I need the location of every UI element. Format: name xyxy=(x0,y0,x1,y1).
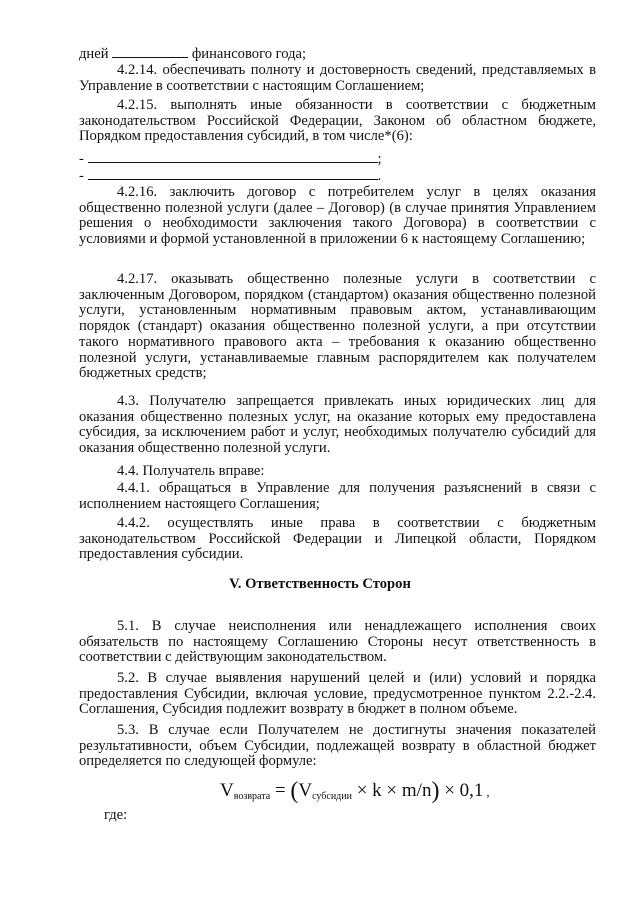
paragraph-4-2-15: 4.2.15. выполнять иные обязанности в соответствии с бюджетным законодательством Российской Федерации, Законом об областном бюджете, Порядком предоставления субсидий, в том числе*(6): xyxy=(79,97,596,145)
paragraph-4-2-14: 4.2.14. обеспечивать полноту и достоверность сведений, представляемых в Управление в соответствии с настоящим Соглашением; xyxy=(79,62,596,94)
line0-prefix: дней xyxy=(79,46,109,62)
dash1-prefix: - xyxy=(79,151,84,167)
refund-formula xyxy=(220,777,489,811)
paragraph-4-2-17: 4.2.17. оказывать общественно полезные услуги в соответствии с заключенным Договором, порядком (стандартом) оказания общественно полезной услуги, установленным нормативным правовым актом, устанавливающим порядок (стандарт) оказания общественно полезной услуги, а при отсутствии такого нормативного правового акта – требования к оказанию общественно полезной услуги, устанавливаемые главным распорядителем как получателем бюджетных средств; xyxy=(79,271,596,382)
paragraph-4-4-1: 4.4.1. обращаться в Управление для получения разъяснений в связи с исполнением настоящего Соглашения; xyxy=(79,480,596,512)
formula-right-paren: ) xyxy=(431,778,440,804)
dash2-suffix: . xyxy=(377,168,382,184)
formula-left-paren: ( xyxy=(290,778,299,804)
formula-coefficient: × 0,1 xyxy=(439,780,484,801)
formula-multipliers: × k × m/n xyxy=(351,780,432,801)
formula-sub-subsidy: субсидии xyxy=(312,791,352,802)
line-days-financial-year xyxy=(79,46,306,63)
blank-field xyxy=(88,168,378,180)
dash1-suffix: ; xyxy=(377,151,382,167)
paragraph-5-1: 5.1. В случае неисполнения или ненадлежащего исполнения своих обязательств по настоящему Соглашению Стороны несут ответственность в соответствии с действующим законодательством. xyxy=(79,618,596,666)
formula-v-subsidy: V xyxy=(298,780,313,801)
paragraph-4-4-2: 4.4.2. осуществлять иные права в соответствии с бюджетным законодательством Российской Федерации и Липецкой области, Порядком предоставления субсидии. xyxy=(79,515,596,563)
paragraph-5-3: 5.3. В случае если Получателем не достигнуты значения показателей результативности, объем Субсидии, подлежащей возврату в областной бюджет определяется по следующей формуле: xyxy=(79,722,596,770)
line0-suffix: финансового года; xyxy=(191,46,307,62)
blank-field xyxy=(112,46,188,58)
paragraph-5-2: 5.2. В случае выявления нарушений целей и (или) условий и порядка предоставления Субсидии, включая условие, предусмотренное пунктом 2.2.-2.4. Соглашения, Субсидия подлежит возврату в бюджет в полном объеме. xyxy=(79,670,596,718)
formula-sub-refund: возврата xyxy=(233,791,271,802)
where-label: где: xyxy=(104,807,128,823)
paragraph-4-3: 4.3. Получателю запрещается привлекать иных юридических лиц для оказания общественно полезных услуг, на оказание которых ему предоставлена субсидия, за исключением работ и услуг, необходимых получателю субсидий для оказания общественно полезной услуги. xyxy=(79,393,596,457)
formula-v: V xyxy=(220,780,234,801)
dash-item-1 xyxy=(79,151,382,168)
dash-item-2 xyxy=(79,168,381,185)
section-heading: V. Ответственность Сторон xyxy=(229,576,411,592)
dash2-prefix: - xyxy=(79,168,84,184)
formula-comma: , xyxy=(483,785,490,799)
formula-equals: = xyxy=(270,780,291,801)
blank-field xyxy=(88,151,378,163)
paragraph-4-2-16: 4.2.16. заключить договор с потребителем услуг в целях оказания общественно полезной услуги (далее – Договор) (в случае принятия Управлением решения о необходимости заключения такого Договора) в соответствии с условиями и формой установленной в приложении 6 к настоящему Соглашению; xyxy=(79,184,596,248)
paragraph-4-4: 4.4. Получатель вправе: xyxy=(117,463,265,479)
